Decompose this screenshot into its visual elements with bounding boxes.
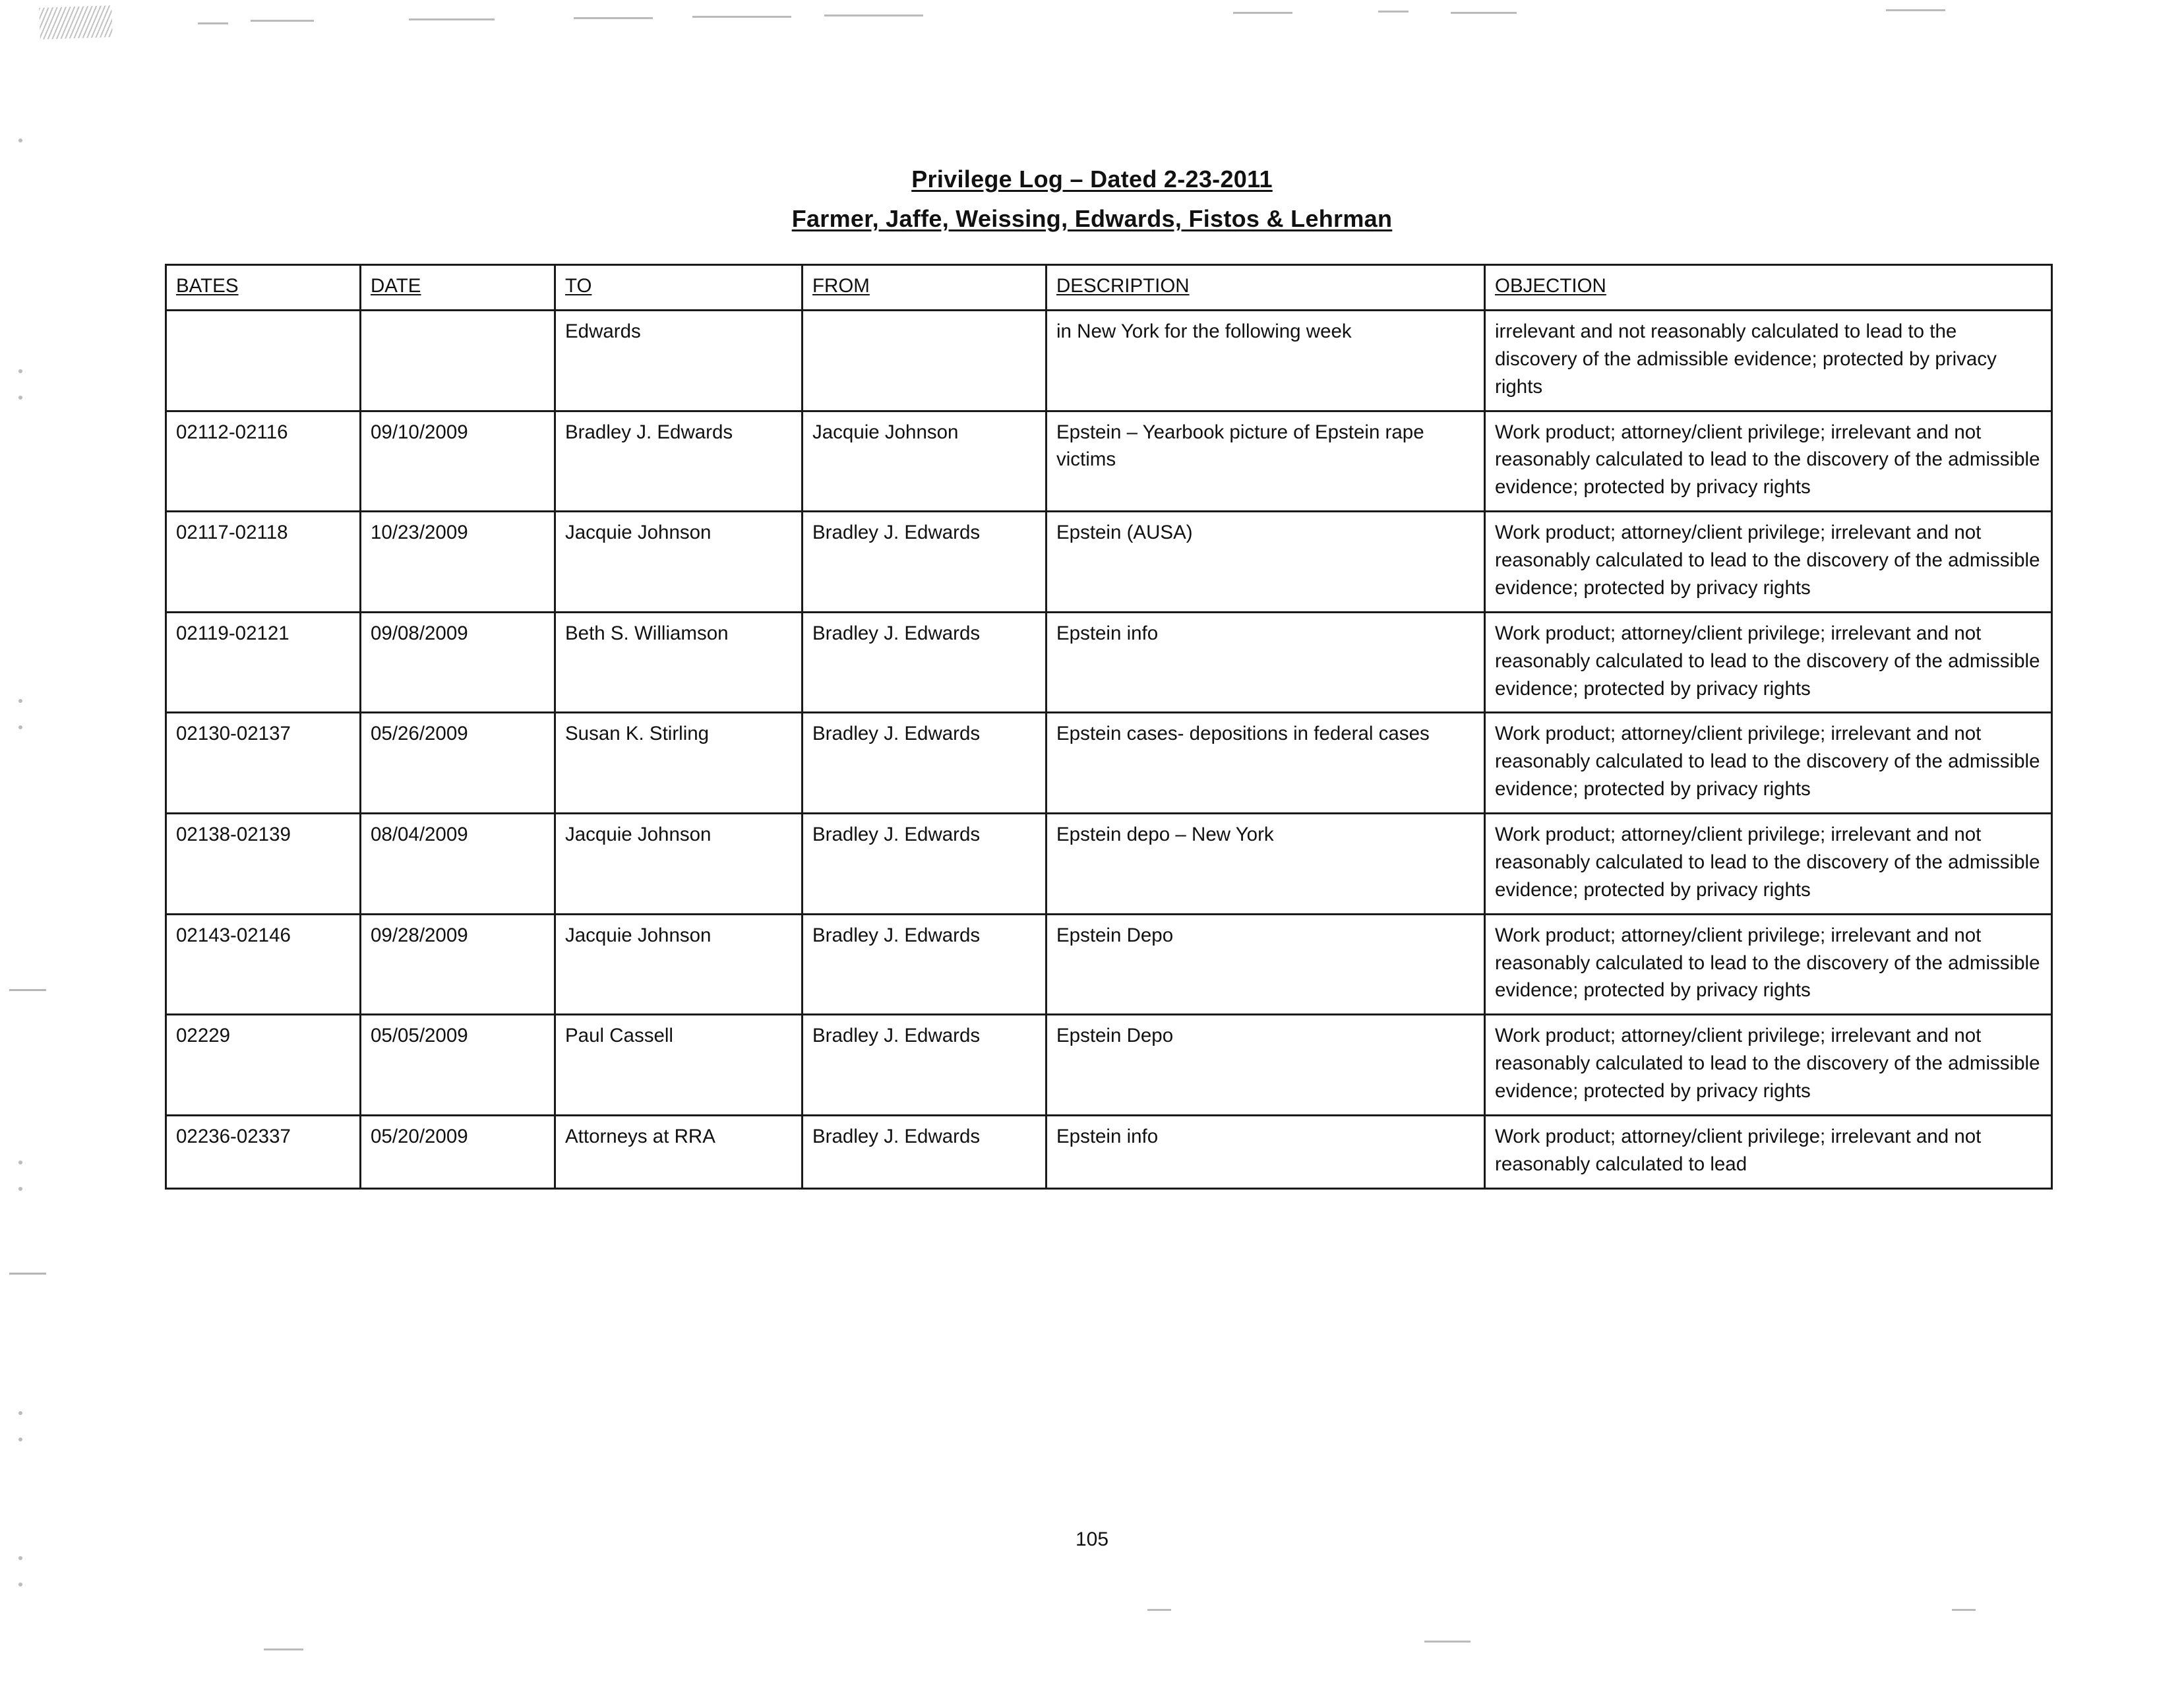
cell-to: Bradley J. Edwards <box>555 411 803 512</box>
cell-from <box>803 310 1046 411</box>
cell-from: Bradley J. Edwards <box>803 1015 1046 1116</box>
cell-date: 09/08/2009 <box>361 612 555 713</box>
scan-artifact <box>692 16 791 18</box>
column-header-description: DESCRIPTION <box>1046 265 1485 311</box>
cell-date: 09/10/2009 <box>361 411 555 512</box>
cell-bates: 02119-02121 <box>166 612 361 713</box>
scan-artifact <box>1886 9 1945 11</box>
cell-bates: 02117-02118 <box>166 512 361 613</box>
cell-date: 05/05/2009 <box>361 1015 555 1116</box>
cell-from: Jacquie Johnson <box>803 411 1046 512</box>
scan-artifact <box>251 20 314 22</box>
cell-from: Bradley J. Edwards <box>803 914 1046 1015</box>
cell-description: Epstein info <box>1046 612 1485 713</box>
scan-artifact <box>18 369 22 373</box>
cell-bates: 02138-02139 <box>166 814 361 915</box>
title-line-2: Farmer, Jaffe, Weissing, Edwards, Fistos & Lehrman <box>791 205 1393 233</box>
cell-objection: Work product; attorney/client privilege; irrelevant and not reasonably calculated to lead to the discovery of the admissible evidence; protected by privacy rights <box>1485 713 2052 814</box>
cell-from: Bradley J. Edwards <box>803 713 1046 814</box>
cell-date: 09/28/2009 <box>361 914 555 1015</box>
scan-artifact <box>1378 11 1409 13</box>
scan-artifact <box>9 1273 46 1275</box>
cell-objection: irrelevant and not reasonably calculated to lead to the discovery of the admissible evidence; protected by privacy rights <box>1485 310 2052 411</box>
scan-artifact <box>18 1583 22 1586</box>
column-header-bates: BATES <box>166 265 361 311</box>
scan-artifact <box>1233 12 1292 14</box>
document-title <box>0 164 2184 235</box>
cell-objection: Work product; attorney/client privilege; irrelevant and not reasonably calculated to lead to the discovery of the admissible evidence; protected by privacy rights <box>1485 1015 2052 1116</box>
table-row <box>166 713 2052 814</box>
column-header-to: TO <box>555 265 803 311</box>
scan-artifact <box>18 396 22 400</box>
cell-description: in New York for the following week <box>1046 310 1485 411</box>
cell-to: Jacquie Johnson <box>555 814 803 915</box>
privilege-log-table <box>165 264 2053 1190</box>
cell-objection: Work product; attorney/client privilege; irrelevant and not reasonably calculated to lead to the discovery of the admissible evidence; protected by privacy rights <box>1485 512 2052 613</box>
cell-objection: Work product; attorney/client privilege; irrelevant and not reasonably calculated to lead <box>1485 1115 2052 1188</box>
scan-artifact <box>9 989 46 991</box>
cell-objection: Work product; attorney/client privilege; irrelevant and not reasonably calculated to lead to the discovery of the admissible evidence; protected by privacy rights <box>1485 411 2052 512</box>
scan-artifact <box>18 1411 22 1415</box>
scan-artifact <box>1147 1609 1171 1611</box>
cell-bates: 02236-02337 <box>166 1115 361 1188</box>
table-header-row <box>166 265 2052 311</box>
cell-to: Beth S. Williamson <box>555 612 803 713</box>
title-line-1: Privilege Log – Dated 2-23-2011 <box>911 166 1273 193</box>
cell-objection: Work product; attorney/client privilege; irrelevant and not reasonably calculated to lead to the discovery of the admissible evidence; protected by privacy rights <box>1485 914 2052 1015</box>
scan-artifact <box>1424 1641 1471 1643</box>
cell-to: Jacquie Johnson <box>555 512 803 613</box>
cell-bates: 02229 <box>166 1015 361 1116</box>
cell-bates: 02112-02116 <box>166 411 361 512</box>
cell-from: Bradley J. Edwards <box>803 512 1046 613</box>
cell-description: Epstein – Yearbook picture of Epstein rape victims <box>1046 411 1485 512</box>
cell-date: 05/20/2009 <box>361 1115 555 1188</box>
cell-description: Epstein depo – New York <box>1046 814 1485 915</box>
cell-description: Epstein cases- depositions in federal cases <box>1046 713 1485 814</box>
scan-artifact <box>824 15 923 16</box>
scan-artifact <box>409 18 495 20</box>
cell-from: Bradley J. Edwards <box>803 612 1046 713</box>
cell-bates: 02143-02146 <box>166 914 361 1015</box>
column-header-objection: OBJECTION <box>1485 265 2052 311</box>
table-row <box>166 612 2052 713</box>
scan-artifact <box>18 1556 22 1560</box>
cell-to: Susan K. Stirling <box>555 713 803 814</box>
cell-date: 05/26/2009 <box>361 713 555 814</box>
cell-date <box>361 310 555 411</box>
table-row <box>166 512 2052 613</box>
scan-artifact <box>18 1187 22 1191</box>
cell-to: Jacquie Johnson <box>555 914 803 1015</box>
scan-artifact <box>18 138 22 142</box>
scan-artifact <box>1451 12 1517 14</box>
scan-artifact <box>1952 1609 1976 1611</box>
cell-to: Attorneys at RRA <box>555 1115 803 1188</box>
page-number: 105 <box>1075 1528 1109 1550</box>
cell-description: Epstein (AUSA) <box>1046 512 1485 613</box>
scan-artifact <box>574 17 653 19</box>
scan-artifact <box>18 1161 22 1164</box>
scan-artifact <box>264 1648 303 1650</box>
scan-artifact <box>198 22 228 24</box>
table-row <box>166 1115 2052 1188</box>
cell-description: Epstein info <box>1046 1115 1485 1188</box>
cell-description: Epstein Depo <box>1046 914 1485 1015</box>
cell-bates <box>166 310 361 411</box>
table-row <box>166 814 2052 915</box>
column-header-from: FROM <box>803 265 1046 311</box>
cell-date: 08/04/2009 <box>361 814 555 915</box>
column-header-date: DATE <box>361 265 555 311</box>
table-row <box>166 411 2052 512</box>
table-row <box>166 1015 2052 1116</box>
table-row <box>166 310 2052 411</box>
cell-from: Bradley J. Edwards <box>803 1115 1046 1188</box>
scan-artifact <box>18 725 22 729</box>
scan-artifact <box>18 699 22 703</box>
cell-description: Epstein Depo <box>1046 1015 1485 1116</box>
table-row <box>166 914 2052 1015</box>
cell-bates: 02130-02137 <box>166 713 361 814</box>
cell-date: 10/23/2009 <box>361 512 555 613</box>
cell-to: Edwards <box>555 310 803 411</box>
cell-objection: Work product; attorney/client privilege; irrelevant and not reasonably calculated to lead to the discovery of the admissible evidence; protected by privacy rights <box>1485 612 2052 713</box>
scan-artifact <box>18 1437 22 1441</box>
cell-from: Bradley J. Edwards <box>803 814 1046 915</box>
cell-objection: Work product; attorney/client privilege; irrelevant and not reasonably calculated to lead to the discovery of the admissible evidence; protected by privacy rights <box>1485 814 2052 915</box>
scan-artifact-smudge <box>39 5 113 40</box>
cell-to: Paul Cassell <box>555 1015 803 1116</box>
